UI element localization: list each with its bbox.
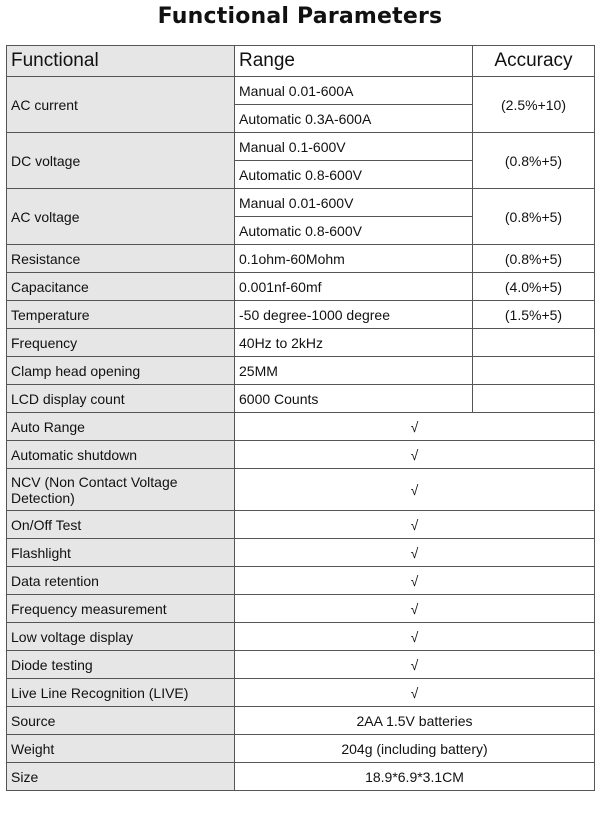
check-mark: √: [235, 511, 595, 539]
feature-label: NCV (Non Contact Voltage Detection): [7, 469, 235, 511]
table-row: [7, 595, 595, 623]
check-mark: √: [235, 539, 595, 567]
clamp-head-label: Clamp head opening: [7, 357, 235, 385]
clamp-head-accuracy-empty: [473, 357, 595, 385]
capacitance-range: 0.001nf-60mf: [235, 273, 473, 301]
ac-voltage-automatic: Automatic 0.8-600V: [235, 217, 473, 245]
weight-value: 204g (including battery): [235, 735, 595, 763]
ac-current-label: AC current: [7, 77, 235, 133]
ac-voltage-label: AC voltage: [7, 189, 235, 245]
table-row: [7, 567, 595, 595]
frequency-accuracy-empty: [473, 329, 595, 357]
table-row: [7, 441, 595, 469]
source-value: 2AA 1.5V batteries: [235, 707, 595, 735]
frequency-range: 40Hz to 2kHz: [235, 329, 473, 357]
feature-label: Low voltage display: [7, 623, 235, 651]
table-row: [7, 245, 595, 273]
resistance-label: Resistance: [7, 245, 235, 273]
table-row: [7, 301, 595, 329]
temperature-range: -50 degree-1000 degree: [235, 301, 473, 329]
weight-label: Weight: [7, 735, 235, 763]
table-row: [7, 329, 595, 357]
source-label: Source: [7, 707, 235, 735]
lcd-count-label: LCD display count: [7, 385, 235, 413]
check-mark: √: [235, 651, 595, 679]
check-mark: √: [235, 623, 595, 651]
header-functional: Functional: [7, 46, 235, 77]
table-row: [7, 189, 595, 217]
header-range: Range: [235, 46, 473, 77]
capacitance-label: Capacitance: [7, 273, 235, 301]
feature-label: Automatic shutdown: [7, 441, 235, 469]
dc-voltage-manual: Manual 0.1-600V: [235, 133, 473, 161]
ac-voltage-manual: Manual 0.01-600V: [235, 189, 473, 217]
size-value: 18.9*6.9*3.1CM: [235, 763, 595, 791]
check-mark: √: [235, 567, 595, 595]
feature-label: On/Off Test: [7, 511, 235, 539]
temperature-accuracy: (1.5%+5): [473, 301, 595, 329]
feature-label: Auto Range: [7, 413, 235, 441]
table-row: [7, 385, 595, 413]
table-row: [7, 357, 595, 385]
table-row: [7, 539, 595, 567]
clamp-head-range: 25MM: [235, 357, 473, 385]
header-row: [7, 46, 595, 77]
page-title: Functional Parameters: [157, 4, 443, 29]
feature-label: Data retention: [7, 567, 235, 595]
ac-current-accuracy: (2.5%+10): [473, 77, 595, 133]
table-row: [7, 651, 595, 679]
check-mark: √: [235, 595, 595, 623]
table-row: [7, 735, 595, 763]
feature-label: Frequency measurement: [7, 595, 235, 623]
parameters-table: [6, 45, 595, 791]
feature-label: Live Line Recognition (LIVE): [7, 679, 235, 707]
resistance-accuracy: (0.8%+5): [473, 245, 595, 273]
ac-voltage-accuracy: (0.8%+5): [473, 189, 595, 245]
table-row: [7, 413, 595, 441]
ac-current-manual: Manual 0.01-600A: [235, 77, 473, 105]
table-row: [7, 133, 595, 161]
table-row: [7, 679, 595, 707]
table-row: [7, 707, 595, 735]
lcd-count-accuracy-empty: [473, 385, 595, 413]
feature-label: Flashlight: [7, 539, 235, 567]
header-accuracy: Accuracy: [473, 46, 595, 77]
dc-voltage-label: DC voltage: [7, 133, 235, 189]
feature-label: Diode testing: [7, 651, 235, 679]
check-mark: √: [235, 469, 595, 511]
table-row: [7, 623, 595, 651]
capacitance-accuracy: (4.0%+5): [473, 273, 595, 301]
table-row: [7, 469, 595, 511]
ac-current-automatic: Automatic 0.3A-600A: [235, 105, 473, 133]
size-label: Size: [7, 763, 235, 791]
check-mark: √: [235, 441, 595, 469]
table-row: [7, 77, 595, 105]
table-row: [7, 273, 595, 301]
temperature-label: Temperature: [7, 301, 235, 329]
check-mark: √: [235, 679, 595, 707]
table-row: [7, 511, 595, 539]
table-row: [7, 763, 595, 791]
dc-voltage-accuracy: (0.8%+5): [473, 133, 595, 189]
check-mark: √: [235, 413, 595, 441]
frequency-label: Frequency: [7, 329, 235, 357]
lcd-count-range: 6000 Counts: [235, 385, 473, 413]
dc-voltage-automatic: Automatic 0.8-600V: [235, 161, 473, 189]
resistance-range: 0.1ohm-60Mohm: [235, 245, 473, 273]
